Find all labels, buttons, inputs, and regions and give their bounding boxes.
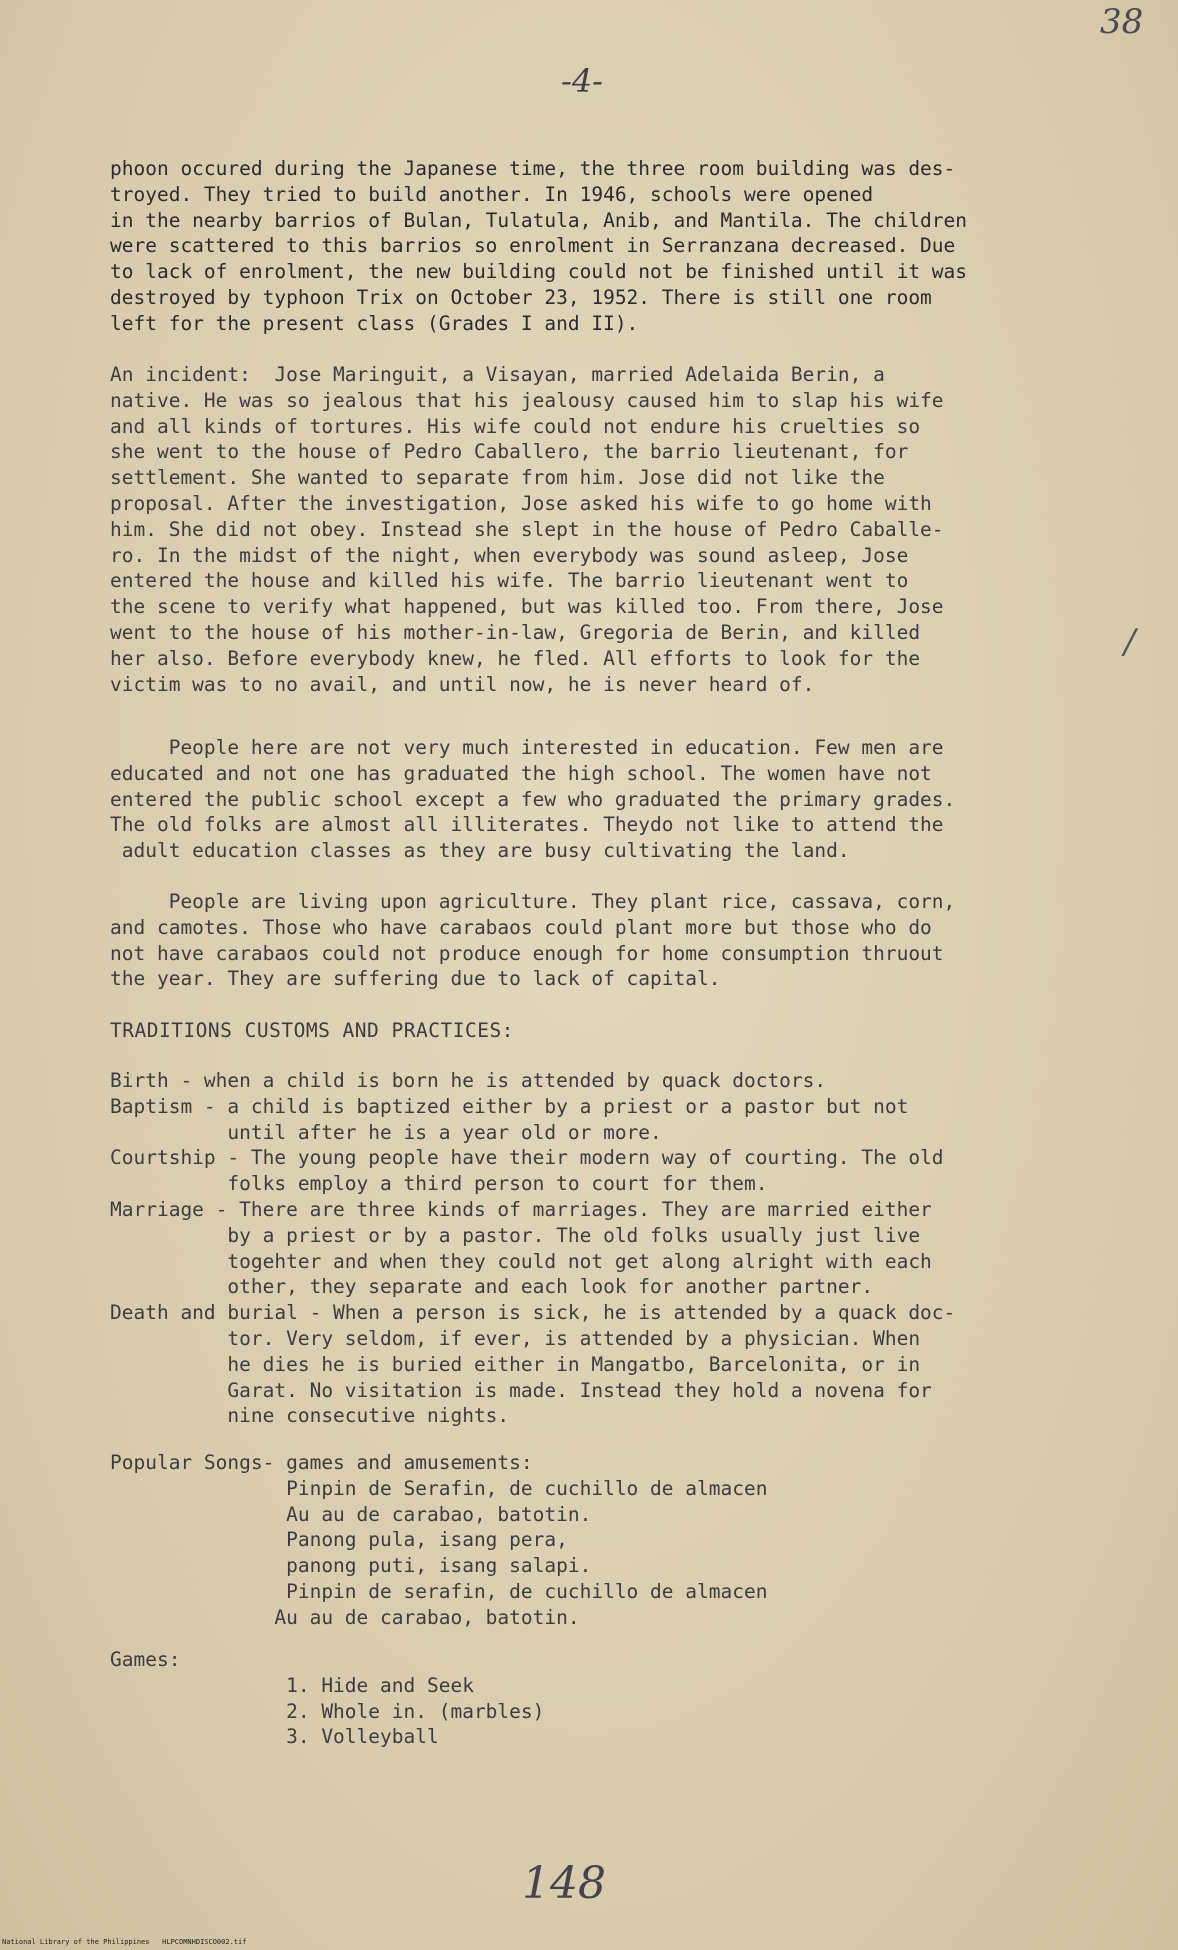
paragraph-typhoon: phoon occured during the Japanese time, the three room building was des- troyed. They tried to build another. In 1946, schools were opened in the nearby barrios of Bulan, Tulatula, Anib, and Mantila. The children were scattered to this barrios so enrolment in Serranzana decreased. Due to lack of enrolment, the new building could not be finished until it was destroyed by typhoon Trix on October 23, 1952. There is still one room left for the present class (Grades I and II). [110,157,968,335]
popular-songs: Popular Songs- games and amusements: Pinpin de Serafin, de cuchillo de almacen Au au de carabao, batotin. Panong pula, isang pera, panong puti, isang salapi. Pinpin de serafin, de cuchillo de almacen Au au de carabao, batotin. [110,1451,768,1629]
archive-footer: National Library of the Philippines HLPCOMNHDISCO002.tif [2,1938,247,1946]
section-heading: TRADITIONS CUSTOMS AND PRACTICES: [110,1019,514,1042]
games-list: Games: 1. Hide and Seek 2. Whole in. (marbles) 3. Volleyball [110,1648,545,1749]
page-number: -4- [561,62,603,100]
paragraph-incident: An incident: Jose Maringuit, a Visayan, married Adelaida Berin, a native. He was so jealous that his jealousy caused him to slap his wife and all kinds of tortures. His wife could not endure his cruelties so she went to the house of Pedro Caballero, the barrio lieutenant, for settlement. She wanted to separate from him. Jose did not like the proposal. After the investigation, Jose asked his wife to go home with him. She did not obey. Instead she slept in the house of Pedro Caballe- ro. In the midst of the night, when everybody was sound asleep, Jose entered the house and killed his wife. The barrio lieutenant went to the scene to verify what happened, but was killed too. From there, Jose went to the house of his mother-in-law, Gregoria de Berin, and killed her also. Before everybody knew, he fled. All efforts to look for the victim was to no avail, and until now, he is never heard of. [110,363,944,696]
customs-list: Birth - when a child is born he is attended by quack doctors. Baptism - a child is baptized either by a priest or a pastor but not until after he is a year old or more. Courtship - The young people have their modern way of courting. The old folks employ a third person to court for them. Marriage - There are three kinds of marriages. They are married either by a priest or by a pastor. The old folks usually just live togehter and when they could not get along alright with each other, they separate and each look for another partner. Death and burial - When a person is sick, he is attended by a quack doc- tor. Very seldom, if ever, is attended by a physician. When he dies he is buried either in Mangatbo, Barcelonita, or in Garat. No visitation is made. Instead they hold a novena for nine consecutive nights. [110,1069,956,1428]
paragraph-agriculture: People are living upon agriculture. They plant rice, cassava, corn, and camotes. Those who have carabaos could plant more but those who do not have carabaos could not produce enough for home consumption thruout the year. They are suffering due to lack of capital. [110,890,956,991]
handwritten-number: 148 [522,1858,606,1909]
corner-page-number: 38 [1100,2,1144,42]
paragraph-education: People here are not very much interested in education. Few men are educated and not one has graduated the high school. The women have not entered the public school except a few who graduated the primary grades. The old folks are almost all illiterates. Theydo not like to attend the adult education classes as they are busy cultivating the land. [110,736,956,863]
margin-mark: / [1124,622,1136,662]
